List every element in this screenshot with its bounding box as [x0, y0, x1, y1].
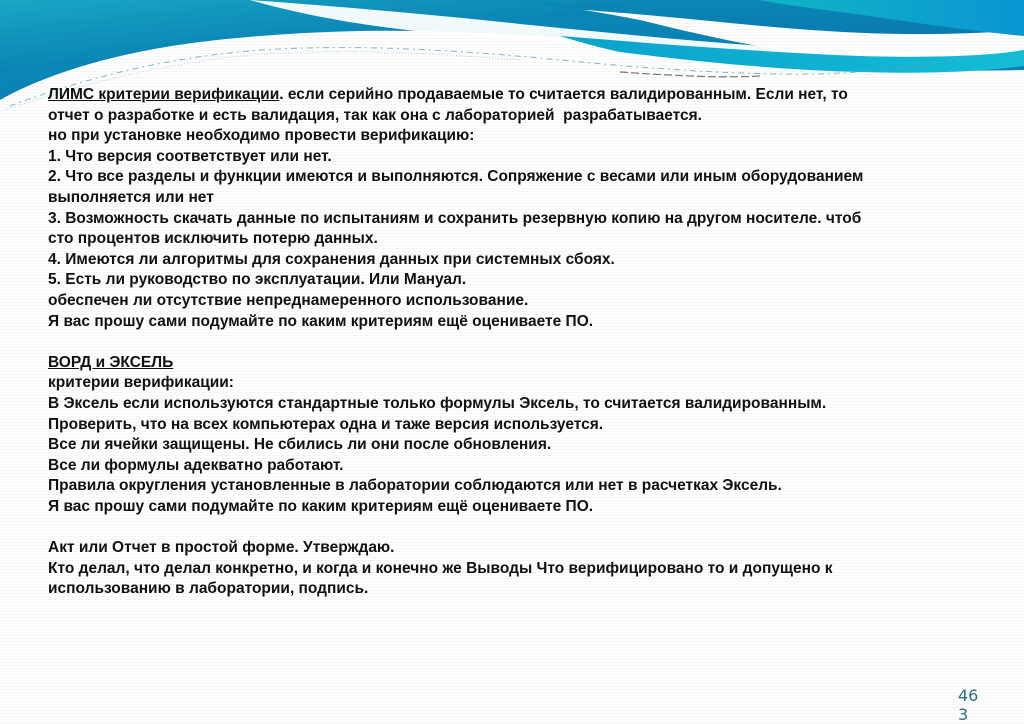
list-item: 1. Что версия соответствует или нет. [48, 147, 332, 165]
section-lims-first-line [48, 85, 968, 106]
text-line: Все ли формулы адекватно работают. [48, 456, 344, 474]
text-line: но при установке необходимо провести верификацию: [48, 127, 475, 145]
text-line: Правила округления установленные в лаборатории соблюдаются или нет в расчетках Эксель. [48, 477, 782, 495]
paragraph-spacer [48, 332, 968, 353]
paragraph-spacer [48, 517, 968, 538]
text-line: Акт или Отчет в простой форме. Утверждаю. [48, 539, 395, 557]
slide-body [48, 85, 968, 600]
text-line: Я вас прошу сами подумайте по каким критериям ещё оцениваете ПО. [48, 312, 594, 330]
section-lims-title: ЛИМС критерии верификации [48, 86, 280, 103]
text-line: В Эксель если используются стандартные только формулы Эксель, то считается валидированным. [48, 394, 827, 412]
list-item-continuation: сто процентов исключить потерю данных. [48, 230, 378, 248]
section-word-excel-title: ВОРД и ЭКСЕЛЬ [48, 353, 174, 371]
list-item: 4. Имеются ли алгоритмы для сохранения данных при системных сбоях. [48, 250, 615, 268]
text-line: использованию в лаборатории, подпись. [48, 580, 369, 598]
list-item: 5. Есть ли руководство по эксплуатации. Или Мануал. [48, 271, 467, 289]
text-line: критерии верификации: [48, 374, 234, 392]
text-line: Кто делал, что делал конкретно, и когда и конечно же Выводы Что верифицировано то и допущено к [48, 559, 833, 577]
text-line: Все ли ячейки защищены. Не сбились ли они после обновления. [48, 436, 552, 454]
text-line: обеспечен ли отсутствие непреднамеренного использование. [48, 291, 529, 309]
page-number: 463 [958, 686, 979, 724]
text-line: Я вас прошу сами подумайте по каким критериям ещё оцениваете ПО. [48, 497, 594, 515]
list-item-continuation: выполняется или нет [48, 188, 214, 206]
section-lims-title-tail: . если серийно продаваемые то считается валидированным. Если нет, то [279, 86, 848, 103]
list-item: 2. Что все разделы и функции имеются и выполняются. Сопряжение с весами или иным оборудованием [48, 168, 864, 186]
text-line: Проверить, что на всех компьютерах одна и таже версия используется. [48, 415, 604, 433]
text-line: отчет о разработке и есть валидация, так как она с лабораторией разрабатывается. [48, 106, 702, 124]
list-item: 3. Возможность скачать данные по испытаниям и сохранить резервную копию на другом носителе. чтоб [48, 209, 862, 227]
